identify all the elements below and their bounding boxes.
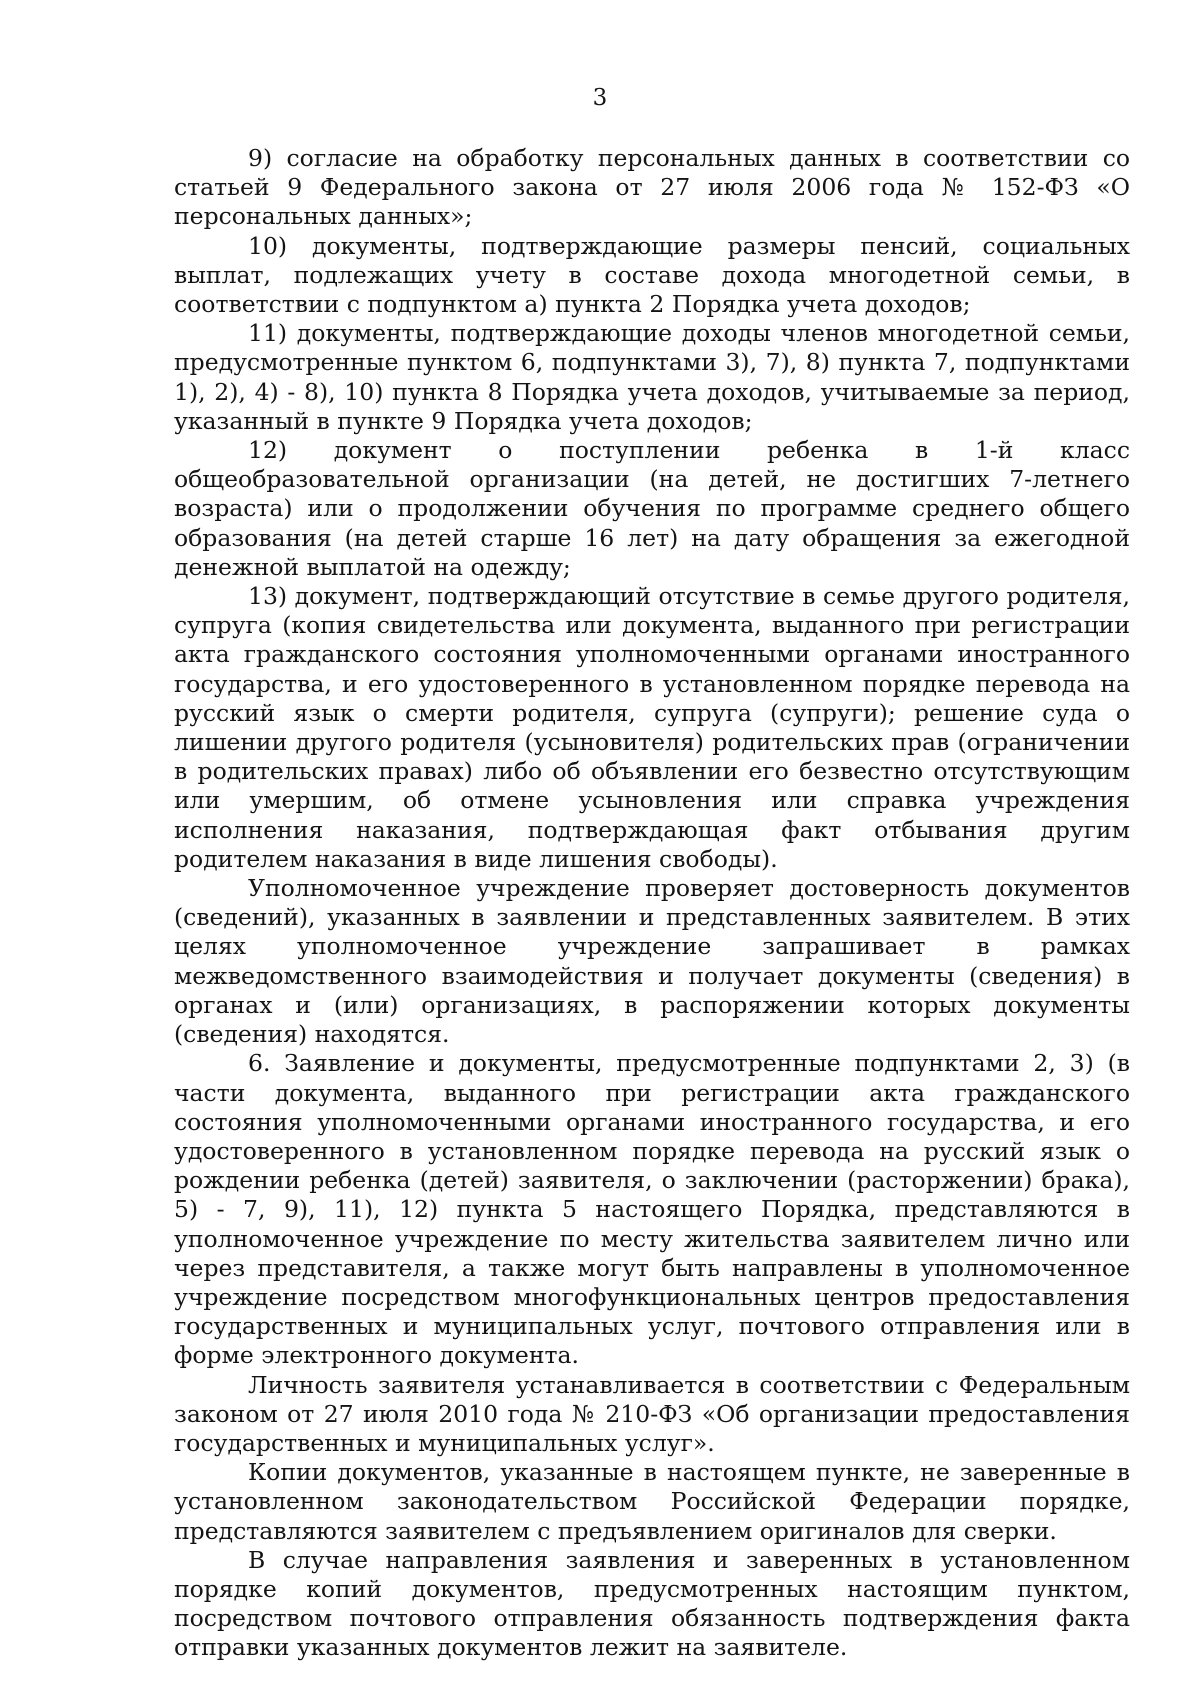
paragraph-item-11: 11) документы, подтверждающие доходы членов многодетной семьи, предусмотренные пунктом 6, подпунктами 3), 7), 8) пункта 7, подпунктами 1), 2), 4) - 8), 10) пункта 8 Порядка учета доходов, учитываемые за период, указанный в пункте 9 Порядка учета доходов; (174, 319, 1130, 435)
paragraph-clause-6: 6. Заявление и документы, предусмотренные подпунктами 2, 3) (в части документа, выданного при регистрации акта гражданского состояния уполномоченными органами иностранного государства, и его удостоверенного в установленном порядке перевода на русский язык о рождении ребенка (детей) заявителя, о заключении (расторжении) брака), 5) - 7, 9), 11), 12) пункта 5 настоящего Порядка, представляются в уполномоченное учреждение по месту жительства заявителем лично или через представителя, а также могут быть направлены в уполномоченное учреждение посредством многофункциональных центров предоставления государственных и муниципальных услуг, почтового отправления или в форме электронного документа. (174, 1049, 1130, 1370)
document-body (174, 144, 1130, 1663)
paragraph-verification: Уполномоченное учреждение проверяет достоверность документов (сведений), указанных в заявлении и представленных заявителем. В этих целях уполномоченное учреждение запрашивает в рамках межведомственного взаимодействия и получает документы (сведения) в органах и (или) организациях, в распоряжении которых документы (сведения) находятся. (174, 874, 1130, 1049)
paragraph-postal: В случае направления заявления и заверенных в установленном порядке копий документов, предусмотренных настоящим пунктом, посредством почтового отправления обязанность подтверждения факта отправки указанных документов лежит на заявителе. (174, 1545, 1130, 1662)
paragraph-identity: Личность заявителя устанавливается в соответствии с Федеральным законом от 27 июля 2010 года № 210-ФЗ «Об организации предоставления государственных и муниципальных услуг». (174, 1370, 1130, 1457)
paragraph-copies: Копии документов, указанные в настоящем пункте, не заверенные в установленном законодательством Российской Федерации порядке, представляются заявителем с предъявлением оригиналов для сверки. (174, 1458, 1130, 1545)
paragraph-item-9: 9) согласие на обработку персональных данных в соответствии со статьей 9 Федерального закона от 27 июля 2006 года № 152-ФЗ «О персональных данных»; (174, 144, 1130, 231)
paragraph-item-10: 10) документы, подтверждающие размеры пенсий, социальных выплат, подлежащих учету в составе дохода многодетной семьи, в соответствии с подпунктом а) пункта 2 Порядка учета доходов; (174, 231, 1130, 319)
paragraph-item-12: 12) документ о поступлении ребенка в 1-й класс общеобразовательной организации (на детей, не достигших 7-летнего возраста) или о продолжении обучения по программе среднего общего образования (на детей старше 16 лет) на дату обращения за ежегодной денежной выплатой на одежду; (174, 436, 1130, 581)
paragraph-item-13: 13) документ, подтверждающий отсутствие в семье другого родителя, супруга (копия свидетельства или документа, выданного при регистрации акта гражданского состояния уполномоченными органами иностранного государства, и его удостоверенного в установленном порядке перевода на русский язык о смерти родителя, супруга (супруги); решение суда о лишении другого родителя (усыновителя) родительских прав (ограничении в родительских правах) либо об объявлении его безвестно отсутствующим или умершим, об отмене усыновления или справка учреждения исполнения наказания, подтверждающая факт отбывания другим родителем наказания в виде лишения свободы). (174, 582, 1130, 873)
page-number: 3 (592, 85, 608, 111)
